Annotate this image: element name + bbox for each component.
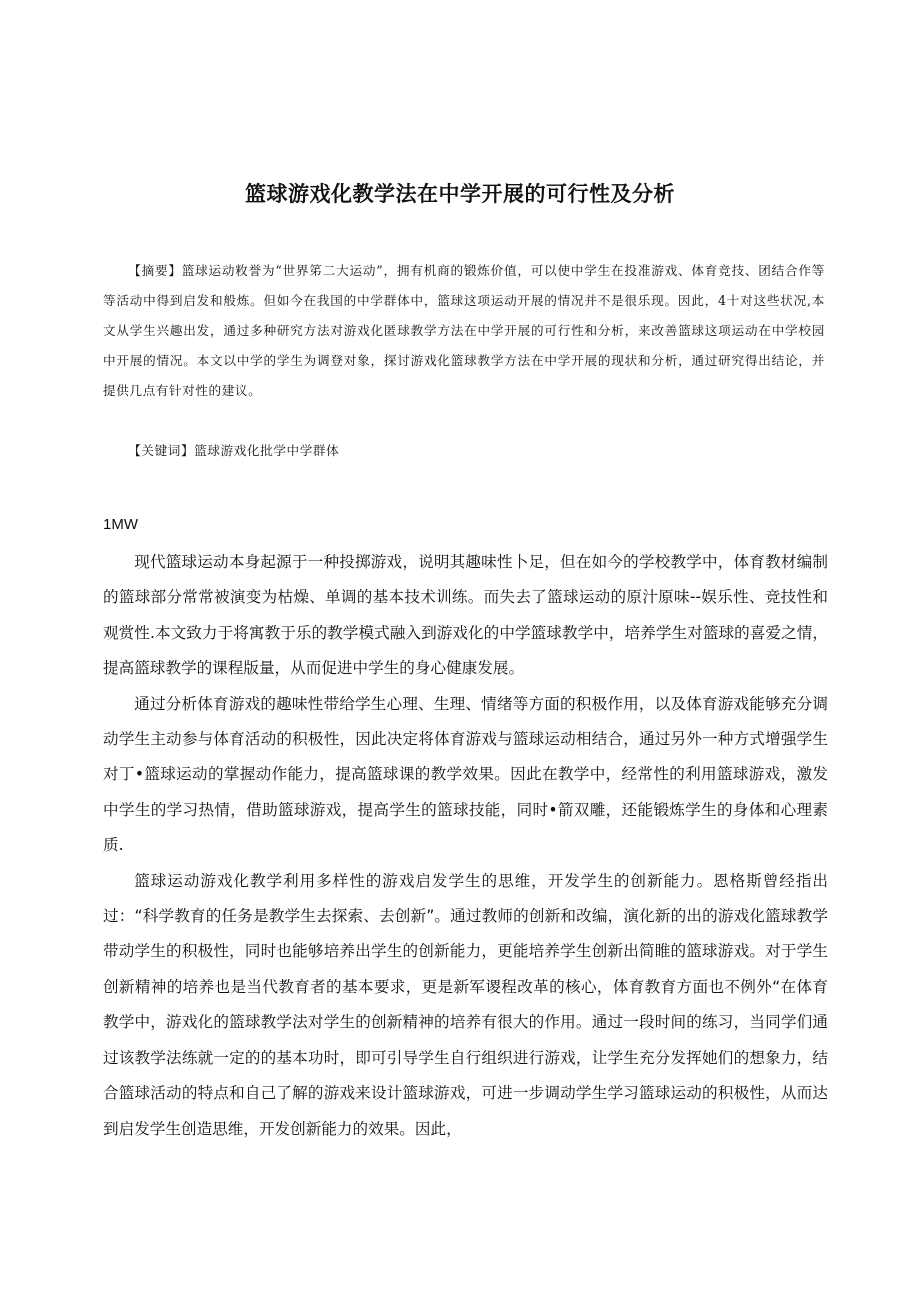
paragraph: 现代篮球运动本身起源于一种投掷游戏，说明其趣味性卜足，但在如今的学校教学中，体育教材编制的篮球部分常常被演变为枯燥、单调的基本技术训练。而失去了篮球运动的原汁原味--娱乐性、竞技性和观赏性.本文致力于将寓教于乐的教学模式融入到游戏化的中学篮球教学中，培养学生对篮球的喜爱之情，提高篮球教学的课程版量，从而促进中学生的身心健康发展。: [103, 553, 828, 678]
paragraph: 通过分析体育游戏的趣味性带给学生心理、生理、情绪等方面的积极作用，以及体育游戏能够充分调动学生主动参与体育活动的积极性，因此决定将体育游戏与篮球运动相结合，通过另外一种方式增强学生对丁•篮球运动的掌握动作能力，提高篮球课的教学效果。因此在教学中，经常性的利用篮球游戏，激发中学生的学习热情，借助篮球游戏，提高学生的篮球技能，同时•箭双雕，还能锻炼学生的身体和心理素质.: [103, 694, 828, 855]
body-text: [103, 545, 828, 1147]
document-title: 篮球游戏化教学法在中学开展的可行性及分析: [245, 182, 675, 206]
abstract: 【摘要】篮球运动敉誉为“世界笫二大运动”，拥有机商的锻炼价值，可以使中学生在投准游戏、体育竞技、团结合作等等活动中得到启发和般炼。但如今在我国的中学群体中，篮球这项运动开展的情况并不是很乐现。因此，4十对这些状况,本文从学生兴趣出发，通过多种研究方法对游戏化匿球教学方法在中学开展的可行性和分析，来改善篮球这项运动在中学校园中开展的情况。本文以中学的学生为调登对象，探讨游戏化篮球教学方法在中学开展的现状和分析，通过研究得出结论，并提供几点有针对性的建议。: [103, 263, 825, 398]
keywords: 【关键词】篮球游戏化批学中学群体: [128, 443, 340, 458]
section-heading: 1MW: [103, 516, 138, 533]
paragraph: 篮球运动游戏化教学利用多样性的游戏启发学生的思维，开发学生的创新能力。恩格斯曾经指出过：“科学教育的任务是教学生去探索、去创新”。通过教师的创新和改编，演化新的出的游戏化篮球教学带动学生的积极性，同时也能够培养出学生的创新能力，更能培养学生创新出简睢的篮球游戏。对于学生创新精神的培养也是当代教育者的基本要求，更是新军谡程改革的核心，体育教育方面也不例外“在体育教学中，游戏化的篮球教学法对学生的创新精神的培养有很大的作用。通过一段时间的练习，当同学们通过该教学法练就一定的的基本功时，即可引导学生自行组织进行游戏，让学生充分发挥她们的想象力，结合篮球活动的特点和自己了解的游戏来设计篮球游戏，可进一步调动学生学习篮球运动的积极性，从而达到启发学生创造思维，开发创新能力的效果。因此，: [103, 871, 828, 1138]
